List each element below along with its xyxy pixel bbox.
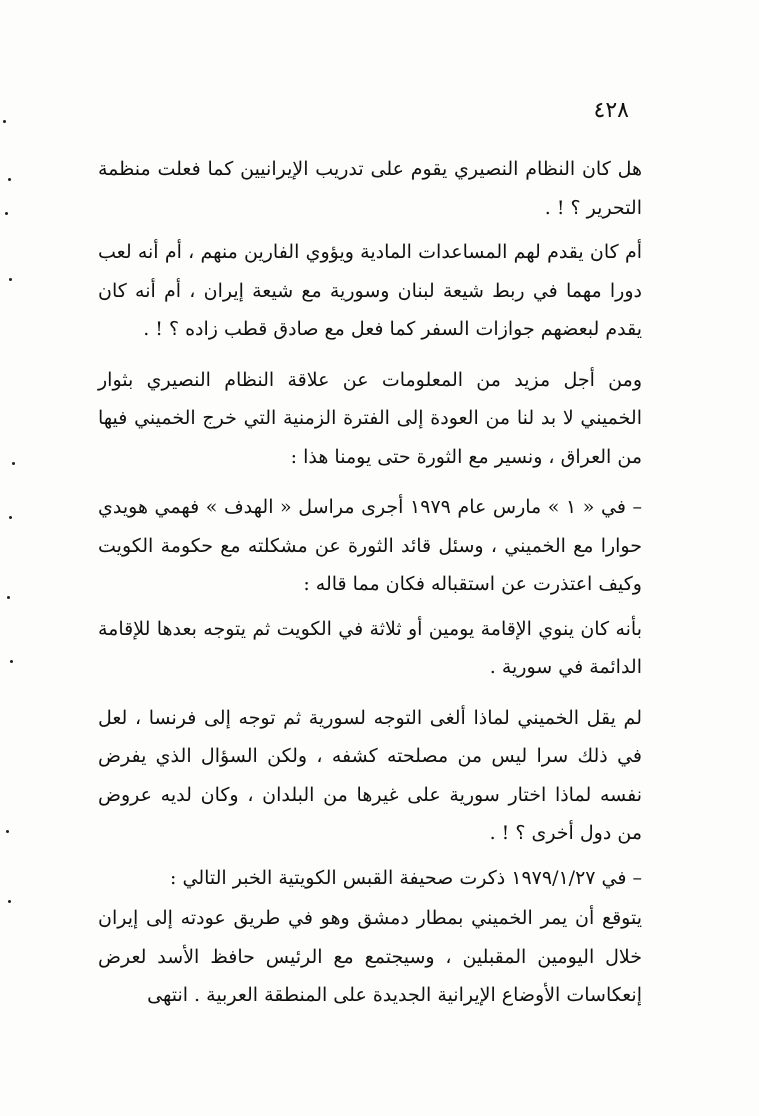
scan-speck (5, 212, 8, 215)
scan-speck (9, 278, 12, 281)
paragraph-6: لم يقل الخميني لماذا ألغى التوجه لسورية ثم توجه إلى فرنسا ، لعل في ذلك سرا ليس من مصلحته كشفه ، ولكن السؤال الذي يفرض نفسه لماذا اختار سورية على غيرها من البلدان ، وكان لديه عروض من دول أخرى ؟ ! . (98, 706, 642, 844)
paragraph-1: هل كان النظام النصيري يقوم على تدريب الإيرانيين كما فعلت منظمة التحرير ؟ ! . (98, 158, 642, 219)
scan-speck (12, 462, 15, 465)
scan-speck (6, 830, 9, 833)
scan-speck (3, 120, 6, 123)
scan-speck (10, 660, 13, 663)
scan-speck (8, 178, 11, 181)
scan-speck (7, 596, 10, 599)
scan-speck (9, 516, 12, 519)
body-text (98, 150, 642, 1015)
paragraph-3: ومن أجل مزيد من المعلومات عن علاقة النظام النصيري بثوار الخميني لا بد لنا من العودة إلى الفترة الزمنية التي خرج الخميني فيها من العراق ، ونسير مع الثورة حتى يومنا هذا : (98, 368, 642, 468)
paragraph-4: – في « ١ » مارس عام ١٩٧٩ أجرى مراسل « الهدف » فهمي هويدي حوارا مع الخميني ، وسئل قائد الثورة عن مشكلته مع حكومة الكويت وكيف اعتذرت عن استقباله فكان مما قاله : (98, 496, 643, 595)
scan-speck (8, 900, 11, 903)
paragraph-2: أم كان يقدم لهم المساعدات المادية ويؤوي الفارين منهم ، أم أنه لعب دورا مهما في ربط شيعة لبنان وسورية مع شيعة إيران ، أم أنه كان يقدم لبعضهم جوازات السفر كما فعل مع صادق قطب زاده ؟ ! . (98, 241, 642, 340)
paragraph-7: – في ١٩٧٩/١/٢٧ ذكرت صحيفة القبس الكويتية الخبر التالي : (170, 866, 642, 889)
paragraph-8: يتوقع أن يمر الخميني بمطار دمشق وهو في طريق عودته إلى إيران خلال اليومين المقبلين ، وسيجتمع مع الرئيس حافظ الأسد لعرض إنعكاسات الأوضاع الإيرانية الجديدة على المنطقة العربية . انتهى (98, 907, 642, 1006)
paragraph-5: بأنه كان ينوي الإقامة يومين أو ثلاثة في الكويت ثم يتوجه بعدها للإقامة الدائمة في سورية . (98, 617, 642, 678)
page-number: ٤٢٨ (593, 98, 629, 123)
